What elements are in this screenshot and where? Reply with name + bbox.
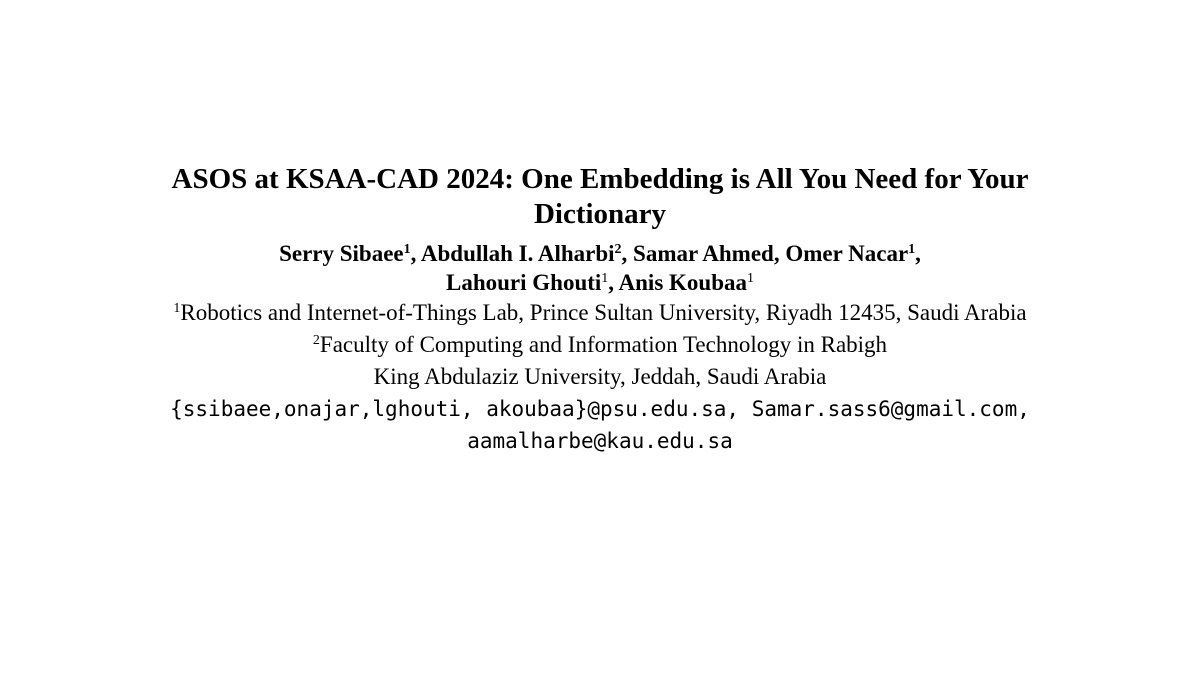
affiliation-2 [0,329,1200,361]
author-line-1 [0,239,1200,268]
affiliation-text: Robotics and Internet-of-Things Lab, Prince Sultan University, Riyadh 12435, Saudi Arabia [180,300,1027,325]
author-name: Anis Koubaa [618,270,747,295]
paper-header [0,162,1200,457]
email-list [0,393,1200,457]
author-affiliation-mark: 1 [747,271,754,286]
affiliation-mark: 2 [312,333,320,348]
author-line-2 [0,268,1200,297]
author-name: Lahouri Ghouti [446,270,602,295]
author-separator: , [608,270,619,295]
email-line-2[interactable]: aamalharbe@kau.edu.sa [467,429,733,453]
author-name: Omer Nacar [785,241,909,266]
affiliation-list [0,297,1200,393]
author-separator: , [621,241,634,266]
affiliation-1 [0,297,1200,329]
author-list [0,239,1200,297]
author-affiliation-mark: 1 [601,271,609,286]
author-name: Serry Sibaee [279,241,404,266]
author-separator: , [915,241,921,266]
author-affiliation-mark: 1 [908,242,916,257]
author-name: Samar Ahmed [633,241,774,266]
affiliation-mark: 1 [173,301,181,316]
affiliation-2-continued: King Abdulaziz University, Jeddah, Saudi Arabia [373,364,827,389]
author-separator: , [410,241,421,266]
author-separator: , [773,241,786,266]
author-affiliation-mark: 2 [614,242,622,257]
author-name: Abdullah I. Alharbi [420,241,615,266]
author-affiliation-mark: 1 [403,242,411,257]
title-line-2: Dictionary [533,198,667,230]
paper-title [0,162,1200,232]
affiliation-text: Faculty of Computing and Information Technology in Rabigh [319,332,888,357]
title-line-1: ASOS at KSAA-CAD 2024: One Embedding is All You Need for Your [171,163,1029,195]
email-line-1[interactable]: {ssibaee,onajar,lghouti, akoubaa}@psu.edu.sa, Samar.sass6@gmail.com, [170,397,1030,421]
